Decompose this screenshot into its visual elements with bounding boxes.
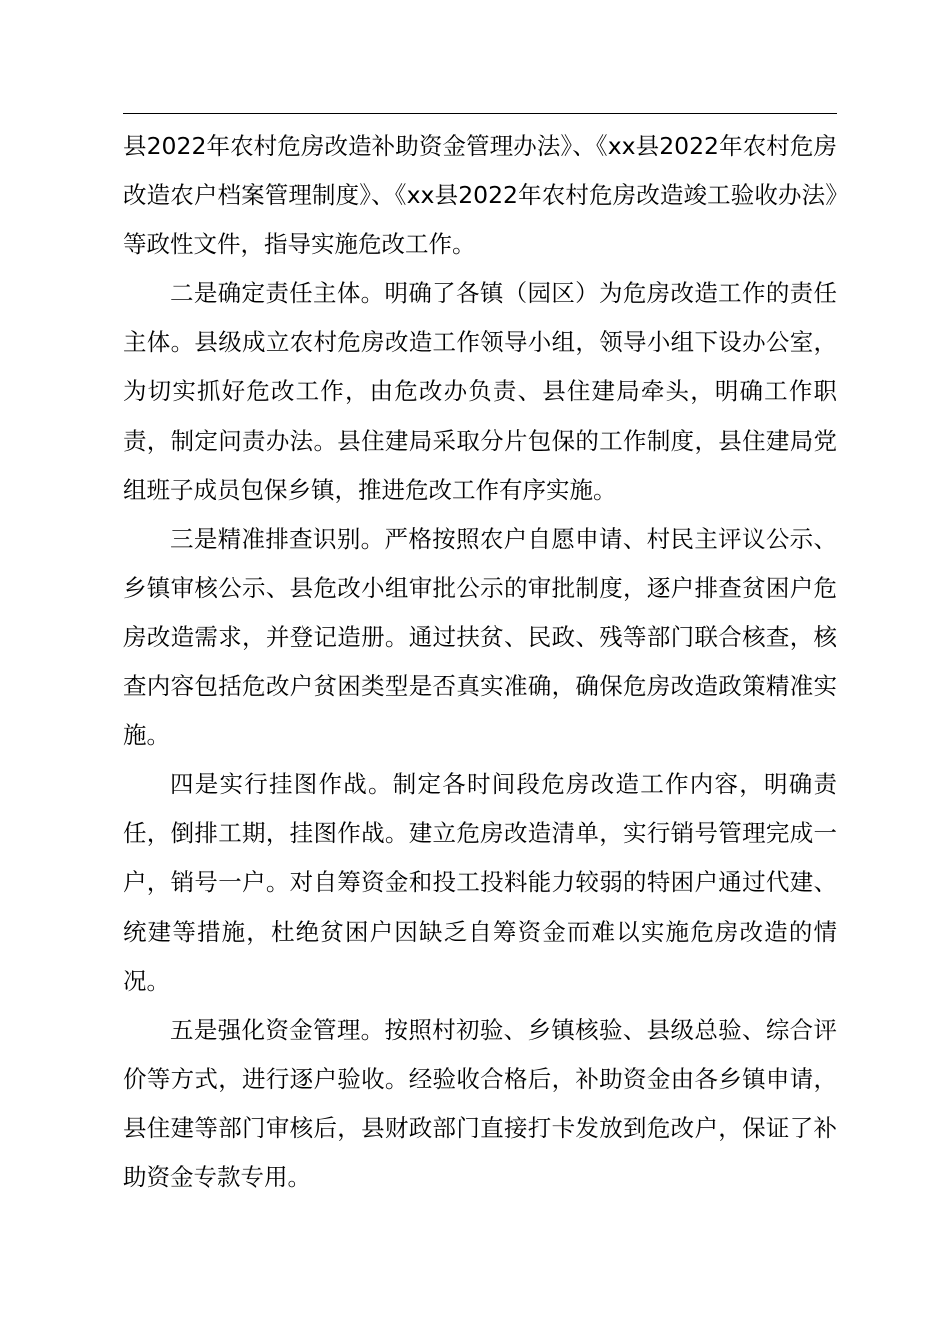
header-rule (123, 113, 837, 114)
paragraph-map-battle: 四是实行挂图作战。制定各时间段危房改造工作内容，明确责任，倒排工期，挂图作战。建立危房改造清单，实行销号管理完成一户，销号一户。对自筹资金和投工投料能力较弱的特困户通过代建、统建等措施，杜绝贫困户因缺乏自筹资金而难以实施危房改造的情况。 (123, 770, 837, 995)
paragraph-continuation: 县2022年农村危房改造补助资金管理办法》、《xx县2022年农村危房改造农户档案管理制度》、《xx县2022年农村危房改造竣工验收办法》等政性文件，指导实施危改工作。 (123, 132, 837, 259)
document-body (123, 122, 837, 1202)
paragraph-responsibility: 二是确定责任主体。明确了各镇（园区）为危房改造工作的责任主体。县级成立农村危房改造工作领导小组，领导小组下设办公室，为切实抓好危改工作，由危改办负责、县住建局牵头，明确工作职责，制定问责办法。县住建局采取分片包保的工作制度，县住建局党组班子成员包保乡镇，推进危改工作有序实施。 (123, 279, 837, 504)
paragraph-identification: 三是精准排查识别。严格按照农户自愿申请、村民主评议公示、乡镇审核公示、县危改小组审批公示的审批制度，逐户排查贫困户危房改造需求，并登记造册。通过扶贫、民政、残等部门联合核查，核查内容包括危改户贫困类型是否真实准确，确保危房改造政策精准实施。 (123, 524, 837, 750)
paragraph-fund-management: 五是强化资金管理。按照村初验、乡镇核验、县级总验、综合评价等方式，进行逐户验收。经验收合格后，补助资金由各乡镇申请，县住建等部门审核后，县财政部门直接打卡发放到危改户，保证了补助资金专款专用。 (123, 1015, 837, 1191)
